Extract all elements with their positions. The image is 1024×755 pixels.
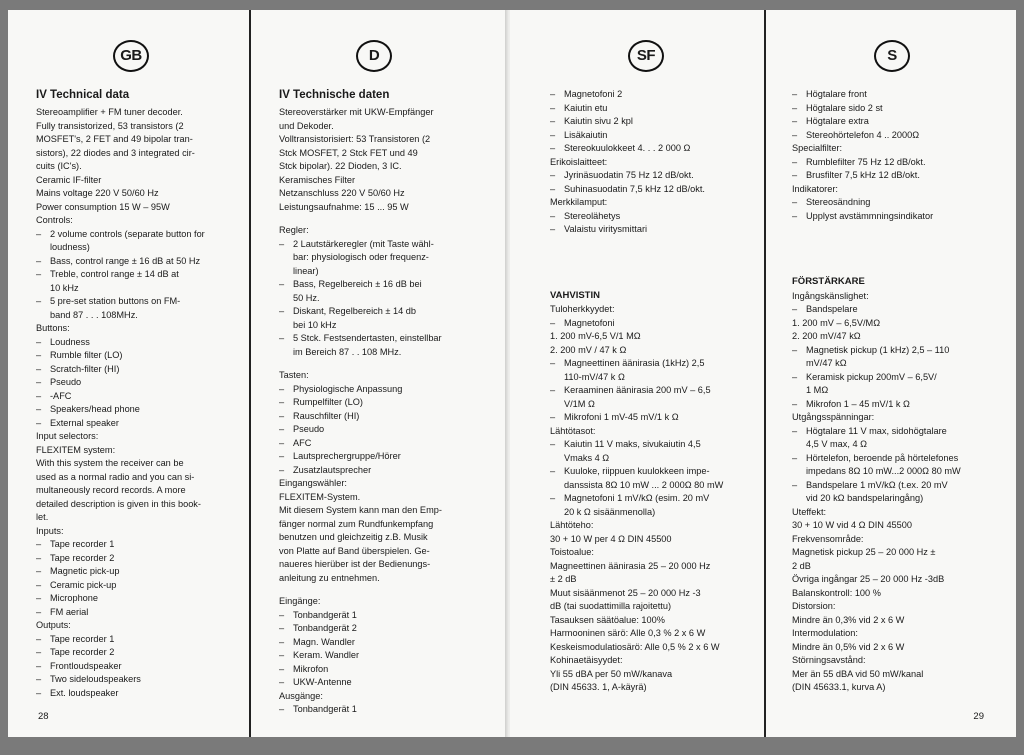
- spec-line: Regler:: [279, 225, 309, 235]
- list-item: – Rumpelfilter (LO): [279, 396, 469, 410]
- right-page: [510, 10, 1016, 737]
- list-item: – Tape recorder 2: [36, 646, 226, 660]
- spec-line: Distorsion:: [792, 601, 836, 611]
- list-item: – Tape recorder 2: [36, 552, 226, 566]
- list-item: – Magnetofoni 2: [550, 88, 742, 102]
- spec-line: Tasten:: [279, 370, 309, 380]
- list-item: – Stereosändning: [792, 196, 992, 210]
- list-item: – Tonbandgerät 1: [279, 609, 469, 623]
- spec-line: detailed description is given in this book-: [36, 498, 201, 509]
- list-item: – Speakers/head phone: [36, 403, 226, 417]
- spec-line: 1. 200 mV – 6,5V/MΩ: [792, 317, 881, 328]
- spec-line: Merkkilamput:: [550, 197, 608, 207]
- spec-line: fänger normal zum Rundfunkempfang: [279, 518, 434, 529]
- spec-line: dB (tai suodattimilla rajoitettu): [550, 601, 672, 611]
- country-badge-s: S: [874, 40, 910, 72]
- spec-line: Volltransistorisiert: 53 Transistoren (2: [279, 134, 431, 144]
- spec-line: Mains voltage 220 V 50/60 Hz: [36, 188, 159, 198]
- spec-line: Input selectors:: [36, 431, 99, 441]
- section-title-gb: IV Technical data: [36, 89, 130, 101]
- spec-line: bei 10 kHz: [293, 319, 337, 330]
- list-item: – Kaiutin etu: [550, 102, 742, 116]
- spec-list-gb: [36, 106, 226, 700]
- spec-line: 4,5 V max, 4 Ω: [806, 439, 867, 449]
- list-item: – Högtalare extra: [792, 115, 992, 129]
- spec-line: Ingångskänslighet:: [792, 290, 869, 301]
- spec-line: vid 20 kΩ bandspelaringång): [806, 493, 924, 503]
- spec-line: Toistoalue:: [550, 547, 594, 557]
- spec-line: Muut sisäänmenot 25 – 20 000 Hz -3: [550, 587, 701, 598]
- spec-line: 110-mV/47 k Ω: [564, 371, 625, 382]
- list-item: – Mikrofoni 1 mV-45 mV/1 k Ω: [550, 411, 742, 425]
- list-item: – Högtalare sido 2 st: [792, 102, 992, 116]
- list-item: – Kaiutin sivu 2 kpl: [550, 115, 742, 129]
- spec-line: Inputs:: [36, 525, 64, 536]
- spec-line: Buttons:: [36, 323, 70, 333]
- list-item: – 5 pre-set station buttons on FM-: [36, 295, 226, 309]
- spec-line: mV/47 kΩ: [806, 358, 847, 368]
- list-item: – Diskant, Regelbereich ± 14 db: [279, 305, 469, 319]
- list-item: – Mikrofon 1 – 45 mV/1 k Ω: [792, 398, 992, 412]
- spec-line: Netzanschluss 220 V 50/60 Hz: [279, 188, 405, 198]
- country-badge-d: D: [356, 40, 392, 72]
- list-item: – Lisäkaiutin: [550, 129, 742, 143]
- list-item: – 5 Stck. Festsendertasten, einstellbar: [279, 332, 469, 346]
- list-item: – Physiologische Anpassung: [279, 383, 469, 397]
- list-item: – Bandspelare 1 mV/kΩ (t.ex. 20 mV: [792, 479, 992, 493]
- list-item: – Keraaminen äänirasia 200 mV – 6,5: [550, 384, 742, 398]
- spec-line: 30 + 10 W vid 4 Ω DIN 45500: [792, 520, 912, 530]
- list-item: – Tape recorder 1: [36, 538, 226, 552]
- column-divider: [764, 10, 766, 737]
- spec-line: Keskeismodulatiosärö: Alle 0,5 % 2 x 6 W: [550, 641, 720, 652]
- spec-line: Övriga ingångar 25 – 20 000 Hz -3dB: [792, 574, 945, 584]
- spec-list-s: [792, 88, 992, 223]
- spec-line: Lähtötasot:: [550, 425, 596, 436]
- spec-line: 2 dB: [792, 560, 811, 571]
- section-heading-s: FÖRSTÄRKARE: [792, 276, 865, 287]
- spec-line: Eingänge:: [279, 596, 321, 606]
- spec-line: Frekvensområde:: [792, 533, 864, 544]
- spec-line: Erikoislaitteet:: [550, 156, 608, 167]
- spec-line: (DIN 45633. 1, A-käyrä): [550, 682, 647, 692]
- list-item: – Ext. loudspeaker: [36, 687, 226, 701]
- spec-line: cuits (IC's).: [36, 161, 82, 171]
- list-item: – Bass, Regelbereich ± 16 dB bei: [279, 278, 469, 292]
- list-item: – Frontloudspeaker: [36, 660, 226, 674]
- list-item: – Jyrinäsuodatin 75 Hz 12 dB/okt.: [550, 169, 742, 183]
- spec-line: Eingangswähler:: [279, 478, 347, 488]
- spec-line: Controls:: [36, 215, 73, 225]
- list-item: – Magneettinen äänirasia (1kHz) 2,5: [550, 357, 742, 371]
- list-item: – Mikrofon: [279, 663, 469, 677]
- list-item: – Bass, control range ± 16 dB at 50 Hz: [36, 255, 226, 269]
- spec-line: With this system the receiver can be: [36, 458, 184, 468]
- list-item: – Magn. Wandler: [279, 636, 469, 650]
- spec-line: Mer än 55 dBA vid 50 mW/kanal: [792, 668, 924, 679]
- list-item: – Bandspelare: [792, 303, 992, 317]
- spec-line: Tasauksen säätöalue: 100%: [550, 614, 665, 625]
- spec-line: Balanskontroll: 100 %: [792, 587, 881, 598]
- list-item: – Stereohörtelefon 4 .. 2000Ω: [792, 129, 992, 143]
- list-item: – Kuuloke, riippuen kuulokkeen impe-: [550, 465, 742, 479]
- spec-line: danssista 8Ω 10 mW ... 2 000Ω 80 mW: [564, 479, 724, 490]
- column-swedish: [792, 40, 992, 695]
- column-finnish: [550, 40, 742, 695]
- page-number-left: 28: [38, 711, 49, 722]
- spec-line: loudness): [50, 242, 90, 252]
- list-item: – Brusfilter 7,5 kHz 12 dB/okt.: [792, 169, 992, 183]
- spec-line: Stck bipolar). 22 Dioden, 3 IC.: [279, 161, 402, 171]
- spec-line: band 87 . . . 108MHz.: [50, 309, 138, 320]
- spec-line: Keramisches Filter: [279, 174, 356, 185]
- list-item: – Keramisk pickup 200mV – 6,5V/: [792, 371, 992, 385]
- spec-line: Yli 55 dBA per 50 mW/kanava: [550, 668, 673, 679]
- spec-line: von Platte auf Band überspielen. Ge-: [279, 545, 430, 556]
- spec-line: 20 k Ω sisäänmenolla): [564, 506, 656, 517]
- column-divider: [249, 10, 251, 737]
- spec-line: benutzen und gleichzeitig z.B. Musik: [279, 532, 428, 542]
- spec-list-s-amplifier: [792, 290, 992, 695]
- page-number-right: 29: [973, 711, 984, 722]
- list-item: – Magnetisk pickup (1 kHz) 2,5 – 110: [792, 344, 992, 358]
- spec-line: 2. 200 mV / 47 k Ω: [550, 344, 627, 355]
- spacer: [279, 359, 469, 369]
- list-item: – Ceramic pick-up: [36, 579, 226, 593]
- spec-line: Outputs:: [36, 620, 71, 630]
- section-heading-sf: VAHVISTIN: [550, 289, 600, 301]
- column-german: [279, 40, 469, 717]
- list-item: – Tonbandgerät 1: [279, 703, 469, 717]
- spec-line: FLEXITEM system:: [36, 444, 116, 455]
- spec-line: Stereoamplifier + FM tuner decoder.: [36, 107, 183, 117]
- spec-line: Stereoverstärker mit UKW-Empfänger: [279, 107, 434, 117]
- spec-line: 2. 200 mV/47 kΩ: [792, 331, 861, 341]
- list-item: – Suhinasuodatin 7,5 kHz 12 dB/okt.: [550, 183, 742, 197]
- spec-line: Kohinaetäisyydet:: [550, 655, 623, 665]
- list-item: – Rauschfilter (HI): [279, 410, 469, 424]
- spec-line: 1. 200 mV-6,5 V/1 MΩ: [550, 331, 641, 341]
- spec-line: linear): [293, 265, 319, 276]
- list-item: – External speaker: [36, 417, 226, 431]
- spec-line: (DIN 45633.1, kurva A): [792, 682, 886, 692]
- spec-line: bar: physiologisch oder frequenz-: [293, 252, 429, 262]
- list-item: – Tape recorder 1: [36, 633, 226, 647]
- list-item: – Stereolähetys: [550, 210, 742, 224]
- column-english: [36, 40, 226, 700]
- list-item: – FM aerial: [36, 606, 226, 620]
- spec-line: Uteffekt:: [792, 506, 827, 517]
- spec-line: Ceramic IF-filter: [36, 174, 102, 185]
- spec-line: Mindre än 0,5% vid 2 x 6 W: [792, 641, 905, 652]
- list-item: – Two sideloudspeakers: [36, 673, 226, 687]
- list-item: – Loudness: [36, 336, 226, 350]
- list-item: – Stereokuulokkeet 4. . . 2 000 Ω: [550, 142, 742, 156]
- list-item: – Scratch-filter (HI): [36, 363, 226, 377]
- spec-line: sistors), 22 diodes and 3 integrated cir-: [36, 147, 195, 158]
- spec-line: impedans 8Ω 10 mW...2 000Ω 80 mW: [806, 466, 961, 476]
- spec-line: FLEXITEM-System.: [279, 491, 361, 502]
- list-item: – Rumblefilter 75 Hz 12 dB/okt.: [792, 156, 992, 170]
- list-item: – Zusatzlautsprecher: [279, 464, 469, 478]
- list-item: – Tonbandgerät 2: [279, 622, 469, 636]
- spec-line: multaneously record records. A more: [36, 485, 186, 495]
- spec-line: Stck MOSFET, 2 Stck FET und 49: [279, 147, 418, 158]
- spec-line: Power consumption 15 W – 95W: [36, 201, 170, 212]
- list-item: – Högtalare 11 V max, sidohögtalare: [792, 425, 992, 439]
- list-item: – Lautsprechergruppe/Hörer: [279, 450, 469, 464]
- spec-line: MOSFET's, 2 FET and 49 bipolar tran-: [36, 134, 193, 144]
- spec-line: Intermodulation:: [792, 628, 858, 638]
- spec-line: 50 Hz.: [293, 292, 320, 303]
- list-item: – 2 volume controls (separate button for: [36, 228, 226, 242]
- list-item: – Rumble filter (LO): [36, 349, 226, 363]
- spec-line: Lähtöteho:: [550, 520, 594, 530]
- country-badge-gb: GB: [113, 40, 149, 72]
- spec-line: Harmooninen särö: Alle 0,3 % 2 x 6 W: [550, 628, 706, 638]
- spec-line: 1 MΩ: [806, 385, 829, 395]
- spec-line: used as a normal radio and you can si-: [36, 471, 195, 482]
- spec-line: Utgångsspänningar:: [792, 412, 875, 422]
- spec-line: 10 kHz: [50, 282, 79, 293]
- spec-line: Ausgänge:: [279, 690, 323, 701]
- spacer: [279, 214, 469, 224]
- list-item: – Valaistu viritysmittari: [550, 223, 742, 237]
- spec-line: Indikatorer:: [792, 183, 838, 194]
- list-item: – UKW-Antenne: [279, 676, 469, 690]
- list-item: – Magnetofoni: [550, 317, 742, 331]
- list-item: – Upplyst avstämmningsindikator: [792, 210, 992, 224]
- list-item: – Hörtelefon, beroende på hörtelefones: [792, 452, 992, 466]
- country-badge-sf: SF: [628, 40, 664, 72]
- spec-line: naueres hierüber ist der Bedienungs-: [279, 559, 431, 569]
- spec-line: im Bereich 87 . . 108 MHz.: [293, 346, 402, 357]
- spec-line: anleitung zu entnehmen.: [279, 572, 380, 583]
- spec-line: V/1M Ω: [564, 398, 595, 409]
- spec-line: und Dekoder.: [279, 120, 334, 131]
- list-item: – 2 Lautstärkeregler (mit Taste wähl-: [279, 238, 469, 252]
- spec-line: Mindre än 0,3% vid 2 x 6 W: [792, 614, 905, 625]
- spacer: [279, 585, 469, 595]
- left-page: [8, 10, 508, 737]
- spec-line: Magneettinen äänirasia 25 – 20 000 Hz: [550, 560, 711, 571]
- spec-line: Magnetisk pickup 25 – 20 000 Hz ±: [792, 547, 936, 557]
- list-item: – Högtalare front: [792, 88, 992, 102]
- list-item: – Kaiutin 11 V maks, sivukaiutin 4,5: [550, 438, 742, 452]
- spec-line: Fully transistorized, 53 transistors (2: [36, 120, 184, 131]
- list-item: – Pseudo: [36, 376, 226, 390]
- spec-line: ± 2 dB: [550, 574, 577, 584]
- list-item: – Pseudo: [279, 423, 469, 437]
- spec-list-sf-amplifier: [550, 303, 742, 695]
- spec-line: 30 + 10 W per 4 Ω DIN 45500: [550, 533, 672, 544]
- list-item: – Keram. Wandler: [279, 649, 469, 663]
- list-item: – Microphone: [36, 592, 226, 606]
- list-item: – Magnetic pick-up: [36, 565, 226, 579]
- spec-line: Störningsavstånd:: [792, 655, 866, 665]
- list-item: – Treble, control range ± 14 dB at: [36, 268, 226, 282]
- spec-line: Vmaks 4 Ω: [564, 452, 610, 463]
- spec-line: let.: [36, 512, 49, 522]
- section-title-d: IV Technische daten: [279, 89, 390, 101]
- spec-line: Tuloherkkyydet:: [550, 304, 615, 314]
- list-item: – Magnetofoni 1 mV/kΩ (esim. 20 mV: [550, 492, 742, 506]
- spec-line: Leistungsaufnahme: 15 ... 95 W: [279, 201, 409, 212]
- spec-list-d: [279, 106, 469, 717]
- spec-list-sf: [550, 88, 742, 237]
- spec-line: Specialfilter:: [792, 143, 843, 153]
- spec-line: Mit diesem System kann man den Emp-: [279, 505, 442, 515]
- list-item: – AFC: [279, 437, 469, 451]
- list-item: – -AFC: [36, 390, 226, 404]
